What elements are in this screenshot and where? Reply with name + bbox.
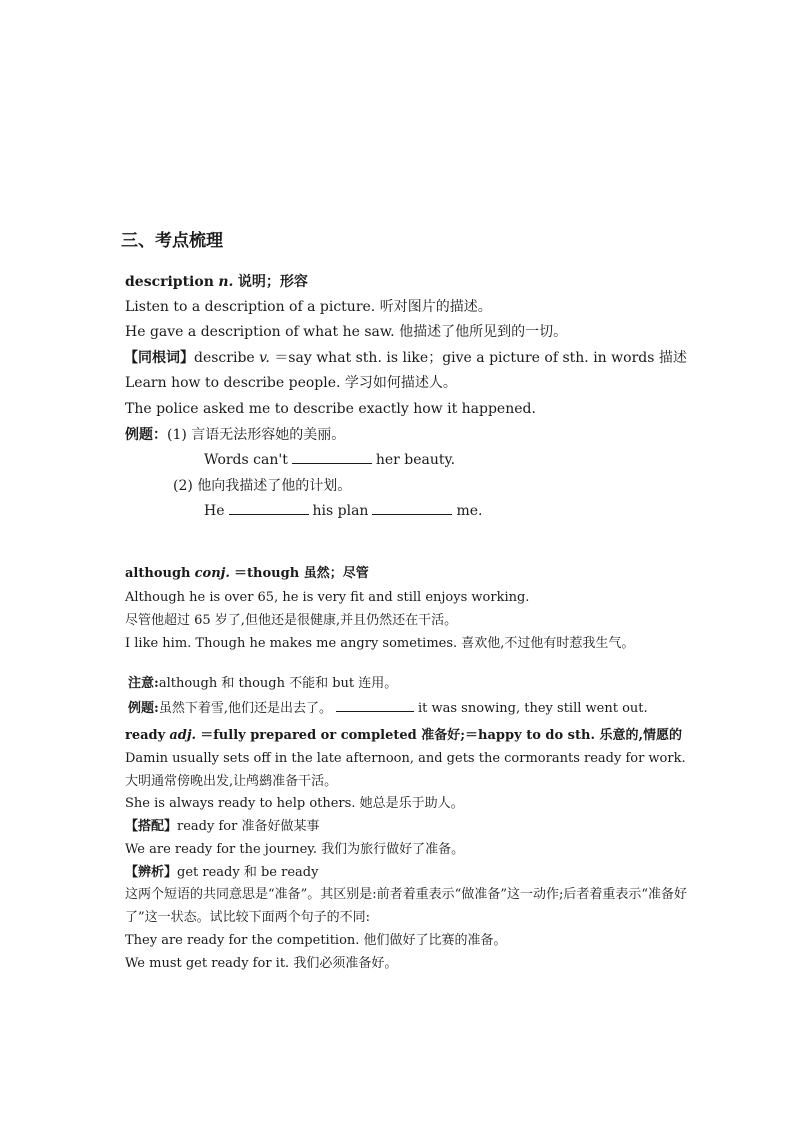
although-note-line <box>128 675 397 693</box>
description-root-line <box>124 349 687 367</box>
ready-analysis-line <box>125 864 318 882</box>
although-example-1-chinese: 尽管他超过 65 岁了,但他还是很健康,并且仍然还在干活。 <box>125 613 458 628</box>
description-headword-line <box>125 273 308 291</box>
question-number: (1) <box>167 427 187 443</box>
exercise-2-english <box>204 502 482 520</box>
description-example-4: The police asked me to describe exactly how it happened. <box>125 401 536 417</box>
analysis-text: get ready 和 be ready <box>177 865 319 880</box>
exercise-label: 例题: <box>128 701 159 716</box>
exercise-label: 例题： <box>125 427 167 443</box>
part-of-speech: conj. <box>194 566 230 581</box>
question-text: her beauty. <box>375 452 456 468</box>
ready-example-1-chinese: 大明通常傍晚出发,让鸬鹚准备干活。 <box>125 774 338 789</box>
note-text: although 和 though 不能和 but 连用。 <box>158 676 398 691</box>
exercise-english: it was snowing, they still went out. <box>417 701 648 716</box>
ready-analysis-body-2: 了”这一状态。试比较下面两个句子的不同: <box>125 910 371 925</box>
exercise-1-line <box>125 426 345 444</box>
although-headword-line <box>125 565 369 583</box>
part-of-speech: n. <box>218 274 234 290</box>
exercise-2-line <box>173 477 351 495</box>
headword: description <box>125 274 214 290</box>
note-label: 注意: <box>128 676 159 691</box>
question-chinese: 言语无法形容她的美丽。 <box>191 427 346 443</box>
ready-example-5: We must get ready for it. 我们必须准备好。 <box>125 956 398 971</box>
question-chinese: 他向我描述了他的计划。 <box>197 478 352 494</box>
headword: ready <box>125 728 166 743</box>
root-tag: 【同根词】 <box>124 350 194 366</box>
question-text: He <box>204 503 225 519</box>
ready-headword-line <box>125 727 682 745</box>
ready-example-4: They are ready for the competition. 他们做好了比赛的准备。 <box>125 933 507 948</box>
description-example-2: He gave a description of what he saw. 他描述了他所见到的一切。 <box>125 324 568 340</box>
although-example-2: I like him. Though he makes me angry sometimes. 喜欢他,不过他有时惹我生气。 <box>125 636 635 651</box>
root-pos: v. <box>259 350 270 366</box>
although-exercise-line <box>128 699 648 718</box>
ready-example-2: She is always ready to help others. 她总是乐于助人。 <box>125 796 464 811</box>
exercise-chinese: 虽然下着雪,他们还是出去了。 <box>158 701 332 716</box>
question-text: Words can't <box>204 452 288 468</box>
question-text: me. <box>456 503 483 519</box>
answer-blank <box>336 699 414 712</box>
answer-blank <box>372 502 452 515</box>
question-number: (2) <box>173 478 193 494</box>
meaning: ＝fully prepared or completed 准备好;＝happy to do sth. 乐意的,情愿的 <box>200 728 683 743</box>
collocation-text: ready for 准备好做某事 <box>177 819 320 834</box>
headword: although <box>125 566 191 581</box>
description-example-1: Listen to a description of a picture. 听对图片的描述。 <box>125 299 492 315</box>
root-word: describe <box>194 350 255 366</box>
meaning: ＝though 虽然；尽管 <box>234 566 369 581</box>
answer-blank <box>292 451 372 464</box>
part-of-speech: adj. <box>169 728 197 743</box>
exercise-1-english <box>204 451 455 469</box>
ready-example-1: Damin usually sets off in the late afternoon, and gets the cormorants ready for work. <box>125 751 686 766</box>
ready-analysis-body-1: 这两个短语的共同意思是“准备”。其区别是:前者着重表示“做准备”这一动作;后者着重表示“准备好 <box>125 887 687 902</box>
analysis-tag: 【辨析】 <box>125 865 178 880</box>
section-title: 三、考点梳理 <box>121 231 223 251</box>
question-text: his plan <box>312 503 369 519</box>
description-example-3: Learn how to describe people. 学习如何描述人。 <box>125 375 457 391</box>
collocation-tag: 【搭配】 <box>125 819 178 834</box>
answer-blank <box>229 502 309 515</box>
although-example-1: Although he is over 65, he is very fit and still enjoys working. <box>125 590 530 605</box>
ready-example-3: We are ready for the journey. 我们为旅行做好了准备。 <box>125 842 465 857</box>
root-definition: ＝say what sth. is like；give a picture of sth. in words 描述 <box>274 350 687 366</box>
ready-collocation-line <box>125 818 319 836</box>
meaning: 说明；形容 <box>237 274 308 290</box>
